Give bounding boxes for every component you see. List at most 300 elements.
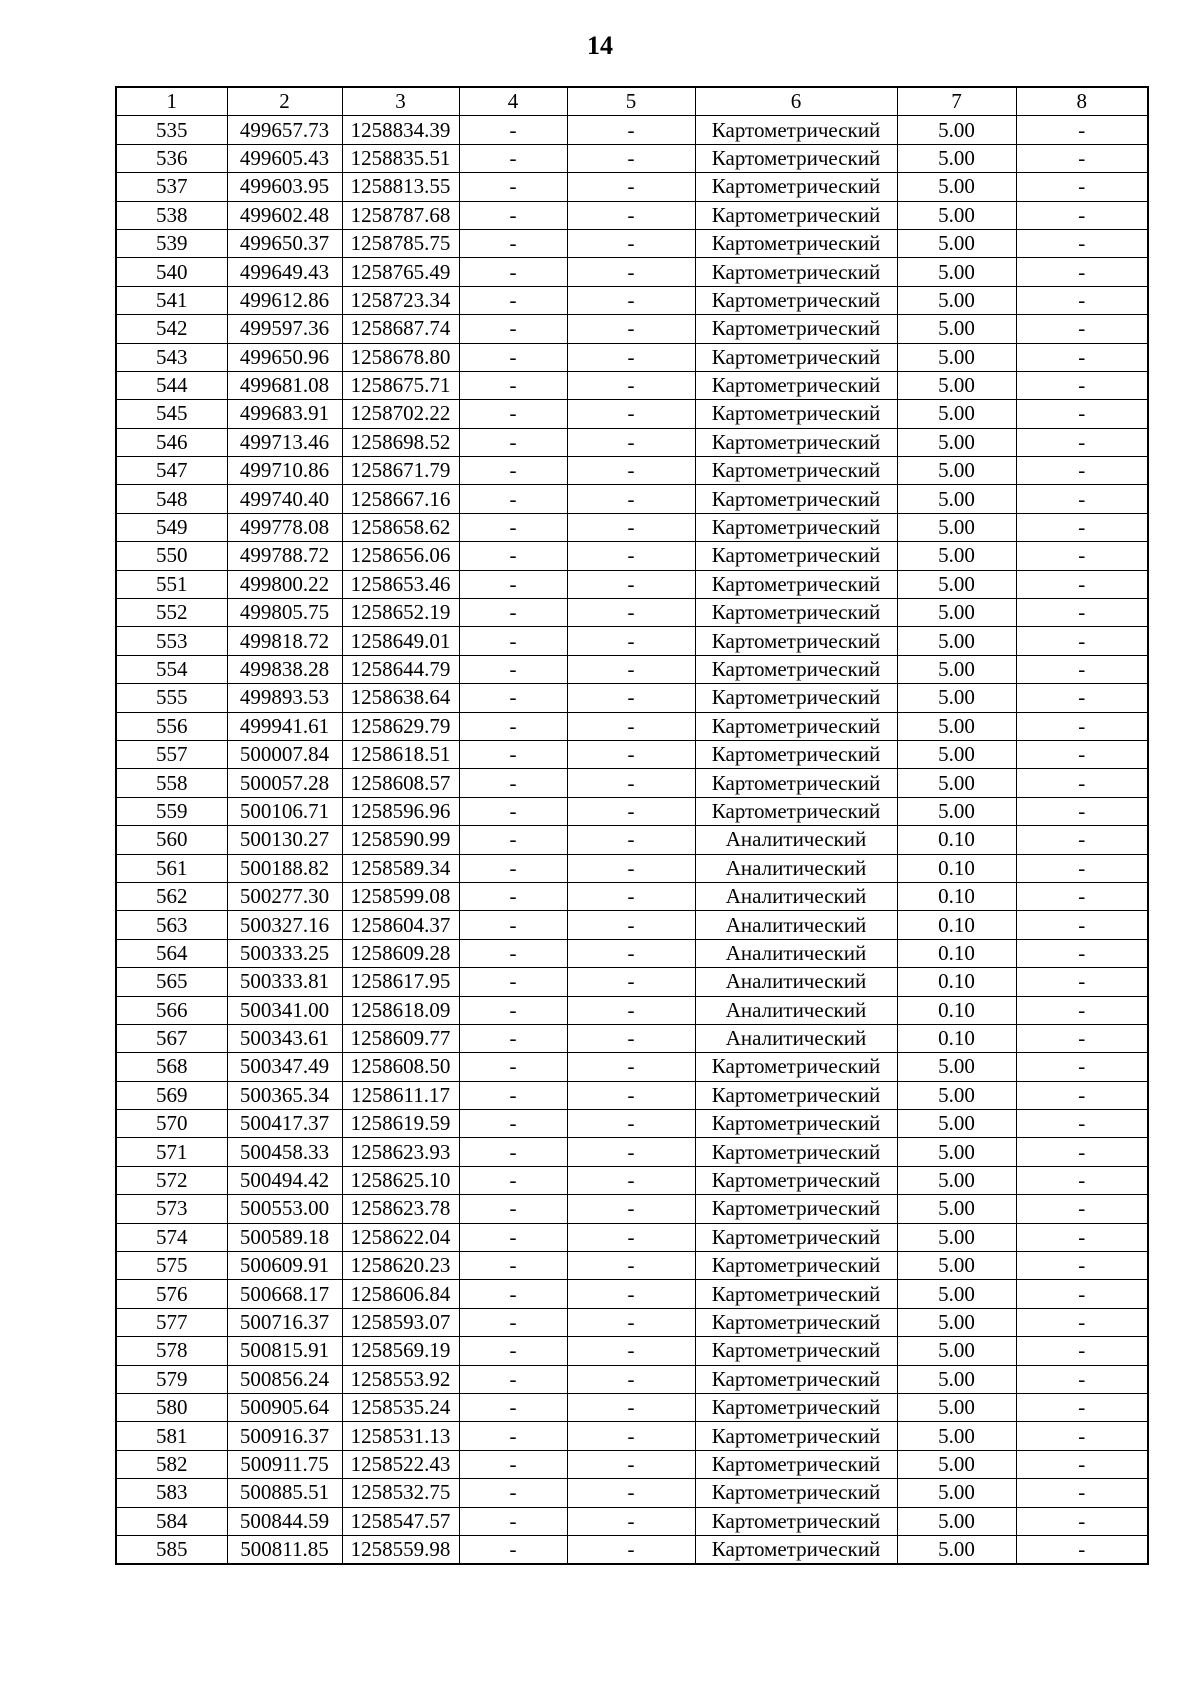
method-cell: Картометрический [695,1223,897,1251]
method-cell: Картометрический [695,1393,897,1421]
x-coordinate-cell: 499713.46 [227,428,342,456]
col-8-value-cell: - [1016,1308,1148,1336]
point-number-cell: 566 [116,996,227,1024]
method-cell: Картометрический [695,400,897,428]
col-5-value-cell: - [567,1280,695,1308]
col-4-value-cell: - [459,655,567,683]
col-4-value-cell: - [459,882,567,910]
col-8-value-cell: - [1016,513,1148,541]
col-8-value-cell: - [1016,173,1148,201]
method-cell: Картометрический [695,1138,897,1166]
column-header: 3 [342,87,459,116]
point-number-cell: 578 [116,1337,227,1365]
y-coordinate-cell: 1258625.10 [342,1166,459,1194]
y-coordinate-cell: 1258653.46 [342,570,459,598]
table-row [116,882,1148,910]
y-coordinate-cell: 1258687.74 [342,315,459,343]
col-8-value-cell: - [1016,882,1148,910]
precision-cell: 5.00 [897,570,1016,598]
y-coordinate-cell: 1258547.57 [342,1507,459,1535]
col-8-value-cell: - [1016,570,1148,598]
column-header: 7 [897,87,1016,116]
point-number-cell: 583 [116,1479,227,1507]
col-5-value-cell: - [567,740,695,768]
x-coordinate-cell: 499657.73 [227,116,342,144]
col-5-value-cell: - [567,769,695,797]
method-cell: Аналитический [695,882,897,910]
col-8-value-cell: - [1016,797,1148,825]
x-coordinate-cell: 500494.42 [227,1166,342,1194]
col-4-value-cell: - [459,1024,567,1052]
method-cell: Аналитический [695,939,897,967]
table-row [116,740,1148,768]
x-coordinate-cell: 499649.43 [227,258,342,286]
col-8-value-cell: - [1016,740,1148,768]
precision-cell: 5.00 [897,1223,1016,1251]
method-cell: Картометрический [695,769,897,797]
method-cell: Картометрический [695,1535,897,1564]
precision-cell: 5.00 [897,173,1016,201]
point-number-cell: 584 [116,1507,227,1535]
y-coordinate-cell: 1258835.51 [342,144,459,172]
y-coordinate-cell: 1258629.79 [342,712,459,740]
table-row [116,1507,1148,1535]
point-number-cell: 546 [116,428,227,456]
col-4-value-cell: - [459,1450,567,1478]
method-cell: Картометрический [695,684,897,712]
col-4-value-cell: - [459,371,567,399]
precision-cell: 5.00 [897,655,1016,683]
point-number-cell: 535 [116,116,227,144]
col-8-value-cell: - [1016,826,1148,854]
col-8-value-cell: - [1016,201,1148,229]
col-8-value-cell: - [1016,116,1148,144]
point-number-cell: 550 [116,542,227,570]
precision-cell: 5.00 [897,599,1016,627]
y-coordinate-cell: 1258596.96 [342,797,459,825]
table-row [116,428,1148,456]
col-8-value-cell: - [1016,911,1148,939]
y-coordinate-cell: 1258609.28 [342,939,459,967]
method-cell: Картометрический [695,655,897,683]
col-8-value-cell: - [1016,457,1148,485]
point-number-cell: 568 [116,1053,227,1081]
col-8-value-cell: - [1016,485,1148,513]
y-coordinate-cell: 1258649.01 [342,627,459,655]
x-coordinate-cell: 500106.71 [227,797,342,825]
x-coordinate-cell: 499818.72 [227,627,342,655]
col-4-value-cell: - [459,428,567,456]
col-4-value-cell: - [459,116,567,144]
col-8-value-cell: - [1016,1053,1148,1081]
x-coordinate-cell: 500458.33 [227,1138,342,1166]
table-row [116,1110,1148,1138]
precision-cell: 5.00 [897,1479,1016,1507]
col-4-value-cell: - [459,400,567,428]
col-5-value-cell: - [567,258,695,286]
col-4-value-cell: - [459,627,567,655]
y-coordinate-cell: 1258656.06 [342,542,459,570]
table-row [116,684,1148,712]
table-row [116,173,1148,201]
method-cell: Картометрический [695,173,897,201]
column-header: 6 [695,87,897,116]
table-row [116,1223,1148,1251]
table-row [116,1393,1148,1421]
point-number-cell: 564 [116,939,227,967]
col-5-value-cell: - [567,599,695,627]
point-number-cell: 536 [116,144,227,172]
point-number-cell: 543 [116,343,227,371]
y-coordinate-cell: 1258620.23 [342,1252,459,1280]
table-row [116,513,1148,541]
header-row [116,87,1148,116]
x-coordinate-cell: 500057.28 [227,769,342,797]
method-cell: Аналитический [695,854,897,882]
col-4-value-cell: - [459,201,567,229]
point-number-cell: 542 [116,315,227,343]
table-row [116,627,1148,655]
point-number-cell: 537 [116,173,227,201]
table-row [116,1280,1148,1308]
col-4-value-cell: - [459,144,567,172]
method-cell: Картометрический [695,1479,897,1507]
point-number-cell: 582 [116,1450,227,1478]
precision-cell: 5.00 [897,513,1016,541]
precision-cell: 0.10 [897,939,1016,967]
x-coordinate-cell: 499603.95 [227,173,342,201]
precision-cell: 5.00 [897,1166,1016,1194]
column-header: 5 [567,87,695,116]
col-4-value-cell: - [459,968,567,996]
method-cell: Аналитический [695,996,897,1024]
table-row [116,968,1148,996]
point-number-cell: 552 [116,599,227,627]
col-8-value-cell: - [1016,599,1148,627]
col-5-value-cell: - [567,1110,695,1138]
table-row [116,371,1148,399]
col-5-value-cell: - [567,996,695,1024]
table-row [116,144,1148,172]
col-5-value-cell: - [567,116,695,144]
method-cell: Картометрический [695,1166,897,1194]
precision-cell: 5.00 [897,797,1016,825]
col-4-value-cell: - [459,996,567,1024]
col-8-value-cell: - [1016,1110,1148,1138]
x-coordinate-cell: 499893.53 [227,684,342,712]
table-row [116,655,1148,683]
point-number-cell: 549 [116,513,227,541]
method-cell: Картометрический [695,599,897,627]
y-coordinate-cell: 1258608.50 [342,1053,459,1081]
method-cell: Картометрический [695,797,897,825]
x-coordinate-cell: 500609.91 [227,1252,342,1280]
col-8-value-cell: - [1016,542,1148,570]
table-row [116,201,1148,229]
precision-cell: 5.00 [897,485,1016,513]
y-coordinate-cell: 1258606.84 [342,1280,459,1308]
col-8-value-cell: - [1016,939,1148,967]
method-cell: Картометрический [695,712,897,740]
table-header [116,87,1148,116]
method-cell: Картометрический [695,1337,897,1365]
x-coordinate-cell: 500716.37 [227,1308,342,1336]
y-coordinate-cell: 1258644.79 [342,655,459,683]
point-number-cell: 577 [116,1308,227,1336]
col-4-value-cell: - [459,1337,567,1365]
col-4-value-cell: - [459,1252,567,1280]
precision-cell: 5.00 [897,740,1016,768]
precision-cell: 5.00 [897,144,1016,172]
point-number-cell: 579 [116,1365,227,1393]
method-cell: Картометрический [695,428,897,456]
col-5-value-cell: - [567,428,695,456]
x-coordinate-cell: 500815.91 [227,1337,342,1365]
precision-cell: 5.00 [897,627,1016,655]
x-coordinate-cell: 500277.30 [227,882,342,910]
precision-cell: 5.00 [897,201,1016,229]
x-coordinate-cell: 500589.18 [227,1223,342,1251]
method-cell: Картометрический [695,740,897,768]
col-8-value-cell: - [1016,315,1148,343]
method-cell: Картометрический [695,1252,897,1280]
col-4-value-cell: - [459,797,567,825]
point-number-cell: 576 [116,1280,227,1308]
col-8-value-cell: - [1016,712,1148,740]
precision-cell: 0.10 [897,968,1016,996]
x-coordinate-cell: 500333.81 [227,968,342,996]
col-8-value-cell: - [1016,1166,1148,1194]
precision-cell: 5.00 [897,258,1016,286]
y-coordinate-cell: 1258559.98 [342,1535,459,1564]
col-4-value-cell: - [459,1195,567,1223]
col-5-value-cell: - [567,144,695,172]
method-cell: Картометрический [695,1081,897,1109]
col-5-value-cell: - [567,371,695,399]
y-coordinate-cell: 1258667.16 [342,485,459,513]
y-coordinate-cell: 1258522.43 [342,1450,459,1478]
table-row [116,911,1148,939]
point-number-cell: 562 [116,882,227,910]
col-4-value-cell: - [459,542,567,570]
col-5-value-cell: - [567,939,695,967]
precision-cell: 5.00 [897,684,1016,712]
column-header: 8 [1016,87,1148,116]
col-5-value-cell: - [567,655,695,683]
table-row [116,229,1148,257]
col-5-value-cell: - [567,968,695,996]
col-5-value-cell: - [567,229,695,257]
x-coordinate-cell: 500916.37 [227,1422,342,1450]
column-header: 2 [227,87,342,116]
col-4-value-cell: - [459,684,567,712]
col-5-value-cell: - [567,1138,695,1166]
col-4-value-cell: - [459,1110,567,1138]
col-4-value-cell: - [459,286,567,314]
table-row [116,1535,1148,1564]
y-coordinate-cell: 1258675.71 [342,371,459,399]
method-cell: Картометрический [695,258,897,286]
precision-cell: 5.00 [897,1195,1016,1223]
point-number-cell: 551 [116,570,227,598]
method-cell: Картометрический [695,1053,897,1081]
col-4-value-cell: - [459,1535,567,1564]
col-5-value-cell: - [567,513,695,541]
col-8-value-cell: - [1016,258,1148,286]
col-5-value-cell: - [567,712,695,740]
table-row [116,939,1148,967]
table-row [116,570,1148,598]
y-coordinate-cell: 1258590.99 [342,826,459,854]
y-coordinate-cell: 1258652.19 [342,599,459,627]
y-coordinate-cell: 1258593.07 [342,1308,459,1336]
table-row [116,1195,1148,1223]
precision-cell: 5.00 [897,1081,1016,1109]
x-coordinate-cell: 500905.64 [227,1393,342,1421]
point-number-cell: 538 [116,201,227,229]
x-coordinate-cell: 499838.28 [227,655,342,683]
method-cell: Картометрический [695,144,897,172]
col-4-value-cell: - [459,939,567,967]
precision-cell: 5.00 [897,1365,1016,1393]
col-8-value-cell: - [1016,1535,1148,1564]
col-8-value-cell: - [1016,1138,1148,1166]
col-8-value-cell: - [1016,655,1148,683]
col-8-value-cell: - [1016,286,1148,314]
y-coordinate-cell: 1258618.51 [342,740,459,768]
table-row [116,1024,1148,1052]
table-row [116,542,1148,570]
precision-cell: 0.10 [897,882,1016,910]
col-8-value-cell: - [1016,1223,1148,1251]
y-coordinate-cell: 1258698.52 [342,428,459,456]
x-coordinate-cell: 499683.91 [227,400,342,428]
col-4-value-cell: - [459,513,567,541]
col-5-value-cell: - [567,684,695,712]
col-4-value-cell: - [459,343,567,371]
y-coordinate-cell: 1258787.68 [342,201,459,229]
x-coordinate-cell: 500417.37 [227,1110,342,1138]
col-5-value-cell: - [567,400,695,428]
method-cell: Картометрический [695,201,897,229]
precision-cell: 5.00 [897,1422,1016,1450]
col-5-value-cell: - [567,201,695,229]
x-coordinate-cell: 499778.08 [227,513,342,541]
point-number-cell: 558 [116,769,227,797]
method-cell: Картометрический [695,315,897,343]
point-number-cell: 557 [116,740,227,768]
y-coordinate-cell: 1258702.22 [342,400,459,428]
col-5-value-cell: - [567,1393,695,1421]
y-coordinate-cell: 1258765.49 [342,258,459,286]
point-number-cell: 574 [116,1223,227,1251]
y-coordinate-cell: 1258617.95 [342,968,459,996]
x-coordinate-cell: 499650.96 [227,343,342,371]
col-8-value-cell: - [1016,1280,1148,1308]
x-coordinate-cell: 500365.34 [227,1081,342,1109]
col-5-value-cell: - [567,315,695,343]
point-number-cell: 573 [116,1195,227,1223]
x-coordinate-cell: 500333.25 [227,939,342,967]
point-number-cell: 548 [116,485,227,513]
col-4-value-cell: - [459,911,567,939]
x-coordinate-cell: 500811.85 [227,1535,342,1564]
col-5-value-cell: - [567,1535,695,1564]
col-4-value-cell: - [459,173,567,201]
col-8-value-cell: - [1016,996,1148,1024]
y-coordinate-cell: 1258531.13 [342,1422,459,1450]
table-row [116,457,1148,485]
y-coordinate-cell: 1258678.80 [342,343,459,371]
y-coordinate-cell: 1258589.34 [342,854,459,882]
method-cell: Картометрический [695,485,897,513]
col-4-value-cell: - [459,740,567,768]
method-cell: Картометрический [695,1450,897,1478]
x-coordinate-cell: 500007.84 [227,740,342,768]
col-5-value-cell: - [567,627,695,655]
col-5-value-cell: - [567,1081,695,1109]
precision-cell: 0.10 [897,854,1016,882]
precision-cell: 5.00 [897,428,1016,456]
col-8-value-cell: - [1016,144,1148,172]
col-4-value-cell: - [459,258,567,286]
method-cell: Картометрический [695,371,897,399]
col-8-value-cell: - [1016,1081,1148,1109]
col-5-value-cell: - [567,854,695,882]
table-row [116,769,1148,797]
precision-cell: 5.00 [897,371,1016,399]
precision-cell: 5.00 [897,1337,1016,1365]
col-8-value-cell: - [1016,1337,1148,1365]
precision-cell: 5.00 [897,1308,1016,1336]
col-8-value-cell: - [1016,854,1148,882]
col-4-value-cell: - [459,570,567,598]
method-cell: Картометрический [695,1195,897,1223]
precision-cell: 5.00 [897,1138,1016,1166]
col-8-value-cell: - [1016,343,1148,371]
precision-cell: 0.10 [897,911,1016,939]
method-cell: Картометрический [695,627,897,655]
precision-cell: 0.10 [897,996,1016,1024]
point-number-cell: 570 [116,1110,227,1138]
point-number-cell: 547 [116,457,227,485]
table-row [116,1053,1148,1081]
method-cell: Картометрический [695,286,897,314]
method-cell: Аналитический [695,968,897,996]
col-4-value-cell: - [459,1365,567,1393]
table-row [116,1337,1148,1365]
coordinates-table [115,86,1149,1565]
method-cell: Картометрический [695,1110,897,1138]
y-coordinate-cell: 1258623.93 [342,1138,459,1166]
y-coordinate-cell: 1258622.04 [342,1223,459,1251]
table-row [116,1308,1148,1336]
x-coordinate-cell: 499602.48 [227,201,342,229]
y-coordinate-cell: 1258609.77 [342,1024,459,1052]
point-number-cell: 554 [116,655,227,683]
point-number-cell: 560 [116,826,227,854]
col-4-value-cell: - [459,1081,567,1109]
method-cell: Картометрический [695,457,897,485]
col-4-value-cell: - [459,1393,567,1421]
x-coordinate-cell: 499650.37 [227,229,342,257]
col-5-value-cell: - [567,286,695,314]
col-8-value-cell: - [1016,1507,1148,1535]
col-4-value-cell: - [459,1308,567,1336]
method-cell: Картометрический [695,570,897,598]
x-coordinate-cell: 500327.16 [227,911,342,939]
table-row [116,400,1148,428]
